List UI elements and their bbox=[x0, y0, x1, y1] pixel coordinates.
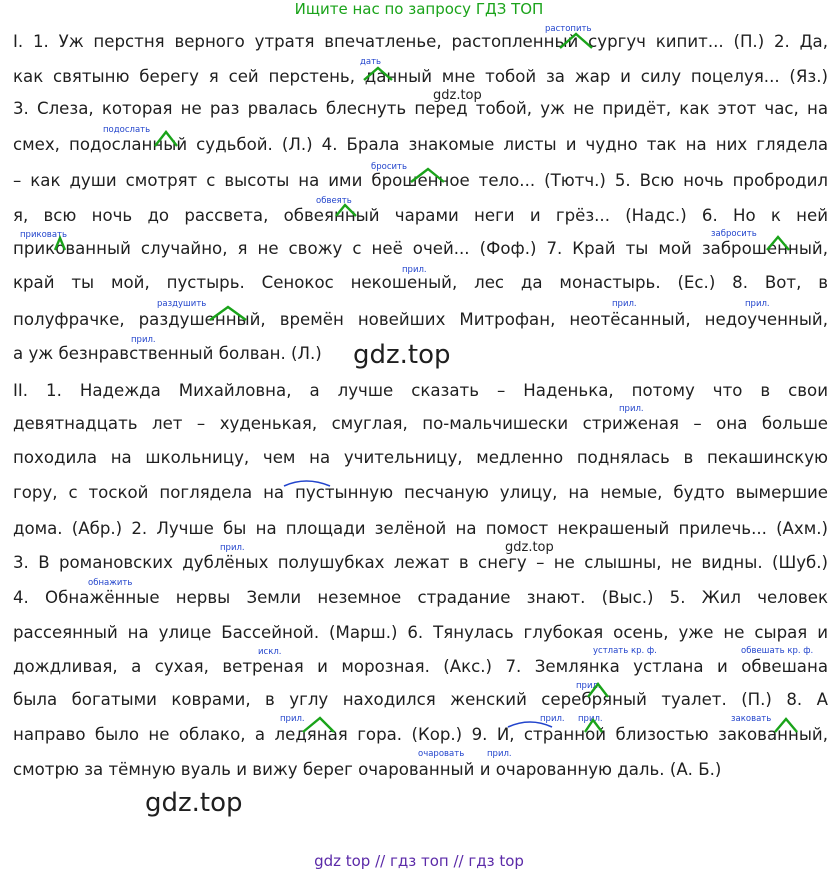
text-line-18: рассеянный на улице Бассейной. (Марш.) 6. Тянулась глубокая осень, уже не сырая и bbox=[13, 623, 828, 642]
text-line-13: походила на школьницу, чем на учительницу, медленно поднялась в пекашинскую bbox=[13, 448, 828, 467]
annotation-pril: прил. bbox=[745, 299, 770, 309]
watermark-small: gdz.top bbox=[433, 88, 482, 103]
annotation-iskl: искл. bbox=[258, 647, 282, 657]
text-line-4: смех, подосланный судьбой. (Л.) 4. Брала знакомые листы и чудно так на них глядела bbox=[13, 135, 828, 154]
annotation-pril: прил. bbox=[576, 681, 601, 691]
annotation-dat: дать bbox=[360, 57, 382, 67]
text-line-19: дождливая, а сухая, ветреная и морозная. (Акс.) 7. Землянка устлана и обвешана bbox=[13, 657, 828, 676]
annotation-pril: прил. bbox=[619, 404, 644, 414]
annotation-pril: прил. bbox=[612, 299, 637, 309]
text-line-21: направо было не облако, а ледяная гора. (Кор.) 9. И, странной близостью закованный, bbox=[13, 725, 828, 744]
text-line-11: II. 1. Надежда Михайловна, а лучше сказать – Наденька, потому что в свои bbox=[13, 381, 828, 400]
annotation-rastopit: растопить bbox=[545, 24, 592, 34]
annotation-obveyat: обвеять bbox=[316, 196, 352, 206]
footer-links: gdz top // гдз топ // гдз top bbox=[314, 852, 524, 870]
text-line-9: полуфрачке, раздушенный, времён новейших Митрофан, неотёсанный, недоученный, bbox=[13, 310, 828, 329]
annotation-pril: прил. bbox=[540, 714, 565, 724]
annotation-ocharovat: очаровать bbox=[418, 749, 465, 759]
annotation-pril: прил. bbox=[220, 543, 245, 553]
text-line-5: – как души смотрят с высоты на ими брошенное тело... (Тютч.) 5. Всю ночь пробродил bbox=[13, 171, 828, 190]
watermark-large: gdz.top bbox=[145, 788, 243, 818]
annotation-obnazhit: обнажить bbox=[88, 578, 133, 588]
text-line-22: смотрю за тёмную вуаль и вижу берег очарованный и очарованную даль. (А. Б.) bbox=[13, 760, 722, 779]
annotation-prikovat: приковать bbox=[20, 230, 67, 240]
text-line-10: а уж безнравственный болван. (Л.) bbox=[13, 344, 322, 363]
text-line-7: прикованный случайно, я не свожу с неё очей... (Фоф.) 7. Край ты мой заброшенный, bbox=[13, 239, 828, 258]
annotation-brosit: бросить bbox=[371, 162, 407, 172]
annotation-razdushit: раздушить bbox=[157, 299, 207, 309]
text-line-20: была богатыми коврами, в углу находился женский серебряный туалет. (П.) 8. А bbox=[13, 690, 828, 709]
text-line-15: дома. (Абр.) 2. Лучше бы на площади зелёной на помост некрашеный прилечь... (Ахм.) bbox=[13, 519, 828, 538]
watermark-small: gdz.top bbox=[505, 540, 554, 555]
text-line-3: 3. Слеза, которая не раз рвалась блеснуть перед тобой, уж не придёт, как этот час, на bbox=[13, 99, 828, 118]
annotation-zabrosit: забросить bbox=[711, 229, 757, 239]
search-hint-header: Ищите нас по запросу ГДЗ ТОП bbox=[294, 0, 544, 18]
text-line-12: девятнадцать лет – худенькая, смуглая, по-мальчишески стриженая – она больше bbox=[13, 414, 828, 433]
text-line-17: 4. Обнажённые нервы Земли неземное страдание знают. (Выс.) 5. Жил человек bbox=[13, 588, 828, 607]
watermark-large: gdz.top bbox=[353, 340, 451, 370]
annotation-pril: прил. bbox=[578, 714, 603, 724]
text-line-6: я, всю ночь до рассвета, обвеянный чарами неги и грёз... (Надс.) 6. Но к ней bbox=[13, 206, 828, 225]
text-line-14: гору, с тоской поглядела на пустынную песчаную улицу, на немые, будто вымершие bbox=[13, 483, 828, 502]
text-line-8: край ты мой, пустырь. Сенокос некошеный, лес да монастырь. (Ес.) 8. Вот, в bbox=[13, 273, 828, 292]
text-line-1: I. 1. Уж перстня верного утратя впечатленье, растопленный сургуч кипит... (П.) 2. Да, bbox=[13, 32, 828, 51]
annotation-pril: прил. bbox=[487, 749, 512, 759]
annotation-podoslat: подослать bbox=[103, 125, 151, 135]
annotation-ustlat: устлать кр. ф. bbox=[593, 646, 657, 656]
text-line-16: 3. В романовских дублёных полушубках лежат в снегу – не слышны, не видны. (Шуб.) bbox=[13, 553, 828, 572]
text-line-2: как святыню берегу я сей перстень, данный мне тобой за жар и силу поцелуя... (Яз.) bbox=[13, 67, 828, 86]
annotation-obveshat: обвешать кр. ф. bbox=[741, 646, 814, 656]
annotation-pril: прил. bbox=[131, 335, 156, 345]
annotation-zakovat: заковать bbox=[731, 714, 772, 724]
annotation-pril: прил. bbox=[280, 714, 305, 724]
annotation-pril: прил. bbox=[402, 265, 427, 275]
